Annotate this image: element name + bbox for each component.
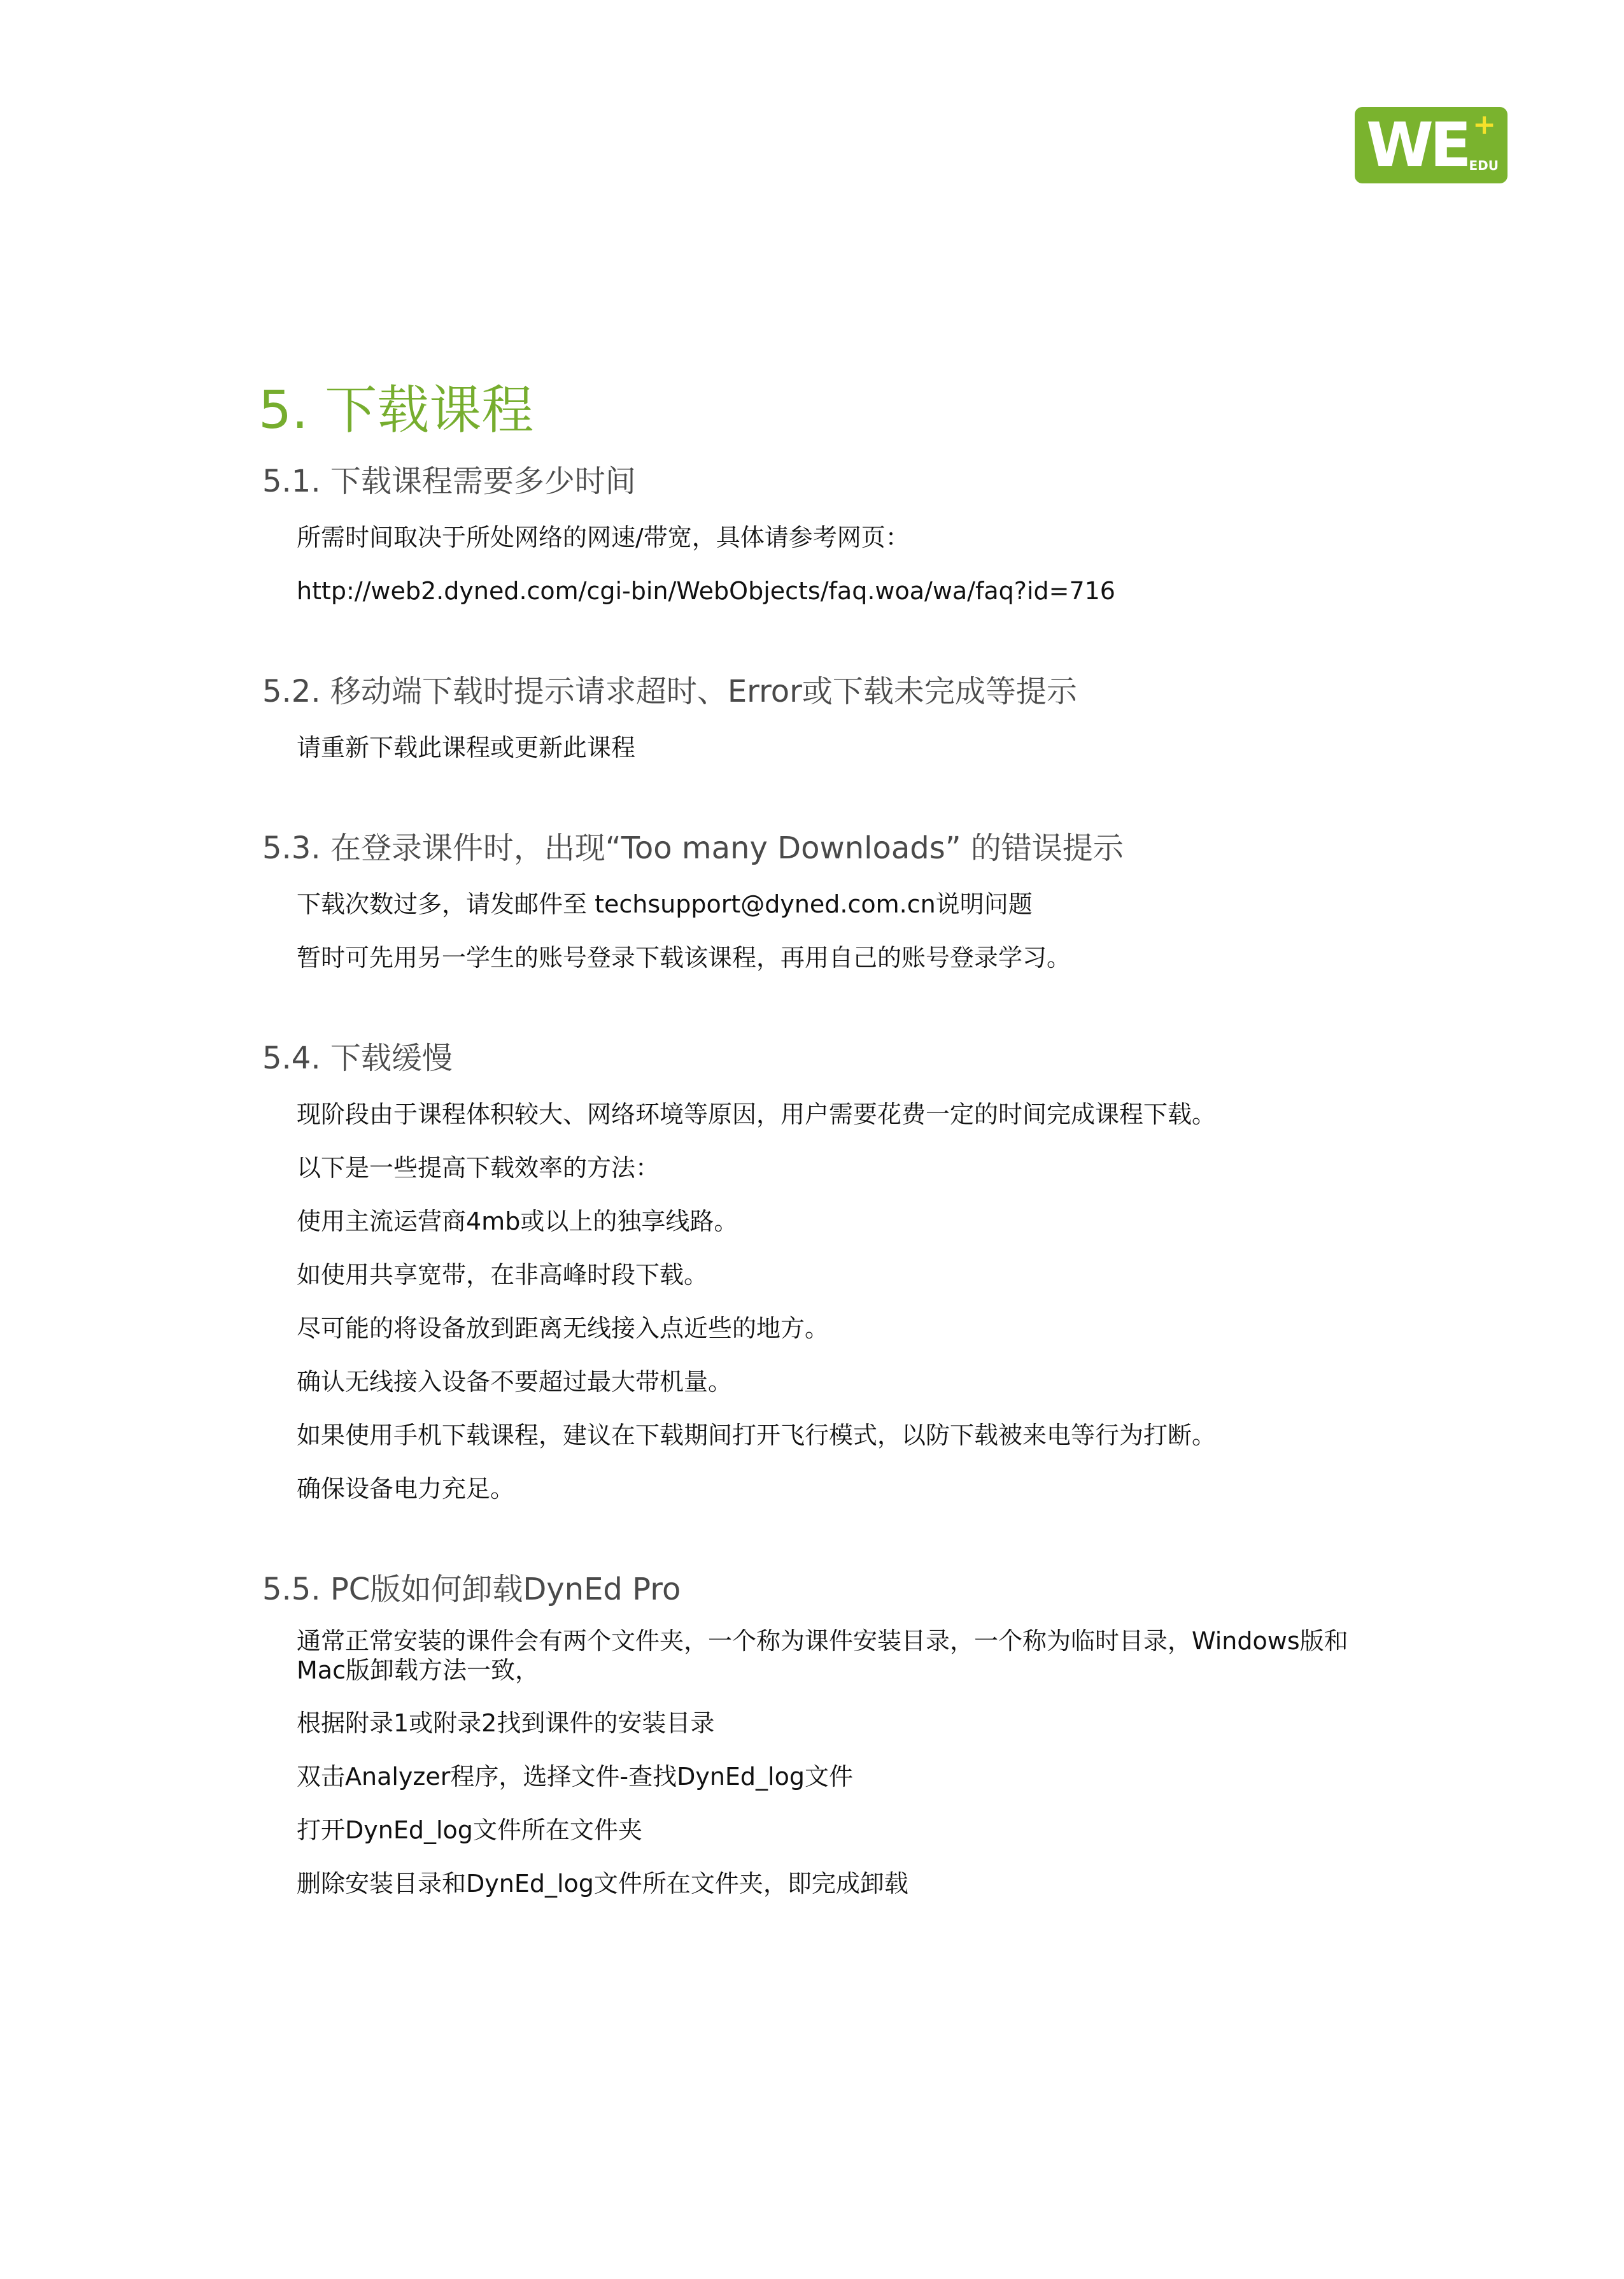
section-title: 5.1. 下载课程需要多少时间 <box>262 464 636 499</box>
paragraph: 如果使用手机下载课程，建议在下载期间打开飞行模式，以防下载被来电等行为打断。 <box>297 1421 1217 1449</box>
paragraph: 以下是一些提高下载效率的方法： <box>297 1154 660 1182</box>
paragraph: 确认无线接入设备不要超过最大带机量。 <box>297 1368 733 1396</box>
paragraph: 下载次数过多，请发邮件至 techsupport@dyned.com.cn说明问题 <box>297 890 1033 918</box>
paragraph: 尽可能的将设备放到距离无线接入点近些的地方。 <box>297 1314 830 1342</box>
paragraph: 双击Analyzer程序，选择文件-查找DynEd_log文件 <box>297 1763 853 1791</box>
paragraph: 暂时可先用另一学生的账号登录下载该课程，再用自己的账号登录学习。 <box>297 944 1071 972</box>
logo-plus-sign: + <box>1472 108 1496 141</box>
paragraph: 如使用共享宽带，在非高峰时段下载。 <box>297 1261 709 1289</box>
we-edu-logo <box>1355 107 1507 183</box>
paragraph: 请重新下载此课程或更新此课程 <box>297 734 636 762</box>
chapter-title: 5. 下载课程 <box>258 380 534 441</box>
section-title: 5.3. 在登录课件时，出现“Too many Downloads” 的错误提示 <box>262 830 1124 866</box>
paragraph: 通常正常安装的课件会有两个文件夹，一个称为课件安装目录，一个称为临时目录，Windows版和Mac版卸载方法一致， <box>297 1627 1348 1684</box>
section-title: 5.2. 移动端下载时提示请求超时、Error或下载未完成等提示 <box>262 674 1077 709</box>
logo-we-text: WE <box>1366 110 1468 181</box>
section-5-5 <box>258 1564 1404 1910</box>
paragraph: 打开DynEd_log文件所在文件夹 <box>297 1816 642 1844</box>
faq-link[interactable]: http://web2.dyned.com/cgi-bin/WebObjects/faq.woa/wa/faq?id=716 <box>297 577 1115 605</box>
section-5-2 <box>258 666 1404 774</box>
section-5-3 <box>258 823 1404 984</box>
section-5-4 <box>258 1033 1404 1516</box>
logo-edu-text: EDU <box>1469 158 1499 173</box>
paragraph: 使用主流运营商4mb或以上的独享线路。 <box>297 1207 738 1235</box>
paragraph: 现阶段由于课程体积较大、网络环境等原因，用户需要花费一定的时间完成课程下载。 <box>297 1100 1217 1128</box>
paragraph: 删除安装目录和DynEd_log文件所在文件夹，即完成卸载 <box>297 1870 908 1898</box>
paragraph: 根据附录1或附录2找到课件的安装目录 <box>297 1709 715 1737</box>
section-title: 5.4. 下载缓慢 <box>262 1040 453 1076</box>
section-title: 5.5. PC版如何卸载DynEd Pro <box>262 1572 681 1607</box>
document-body <box>258 376 1404 1959</box>
paragraph: 所需时间取决于所处网络的网速/带宽，具体请参考网页： <box>297 523 910 551</box>
paragraph: 确保设备电力充足。 <box>297 1475 515 1503</box>
section-5-1 <box>258 456 1404 618</box>
